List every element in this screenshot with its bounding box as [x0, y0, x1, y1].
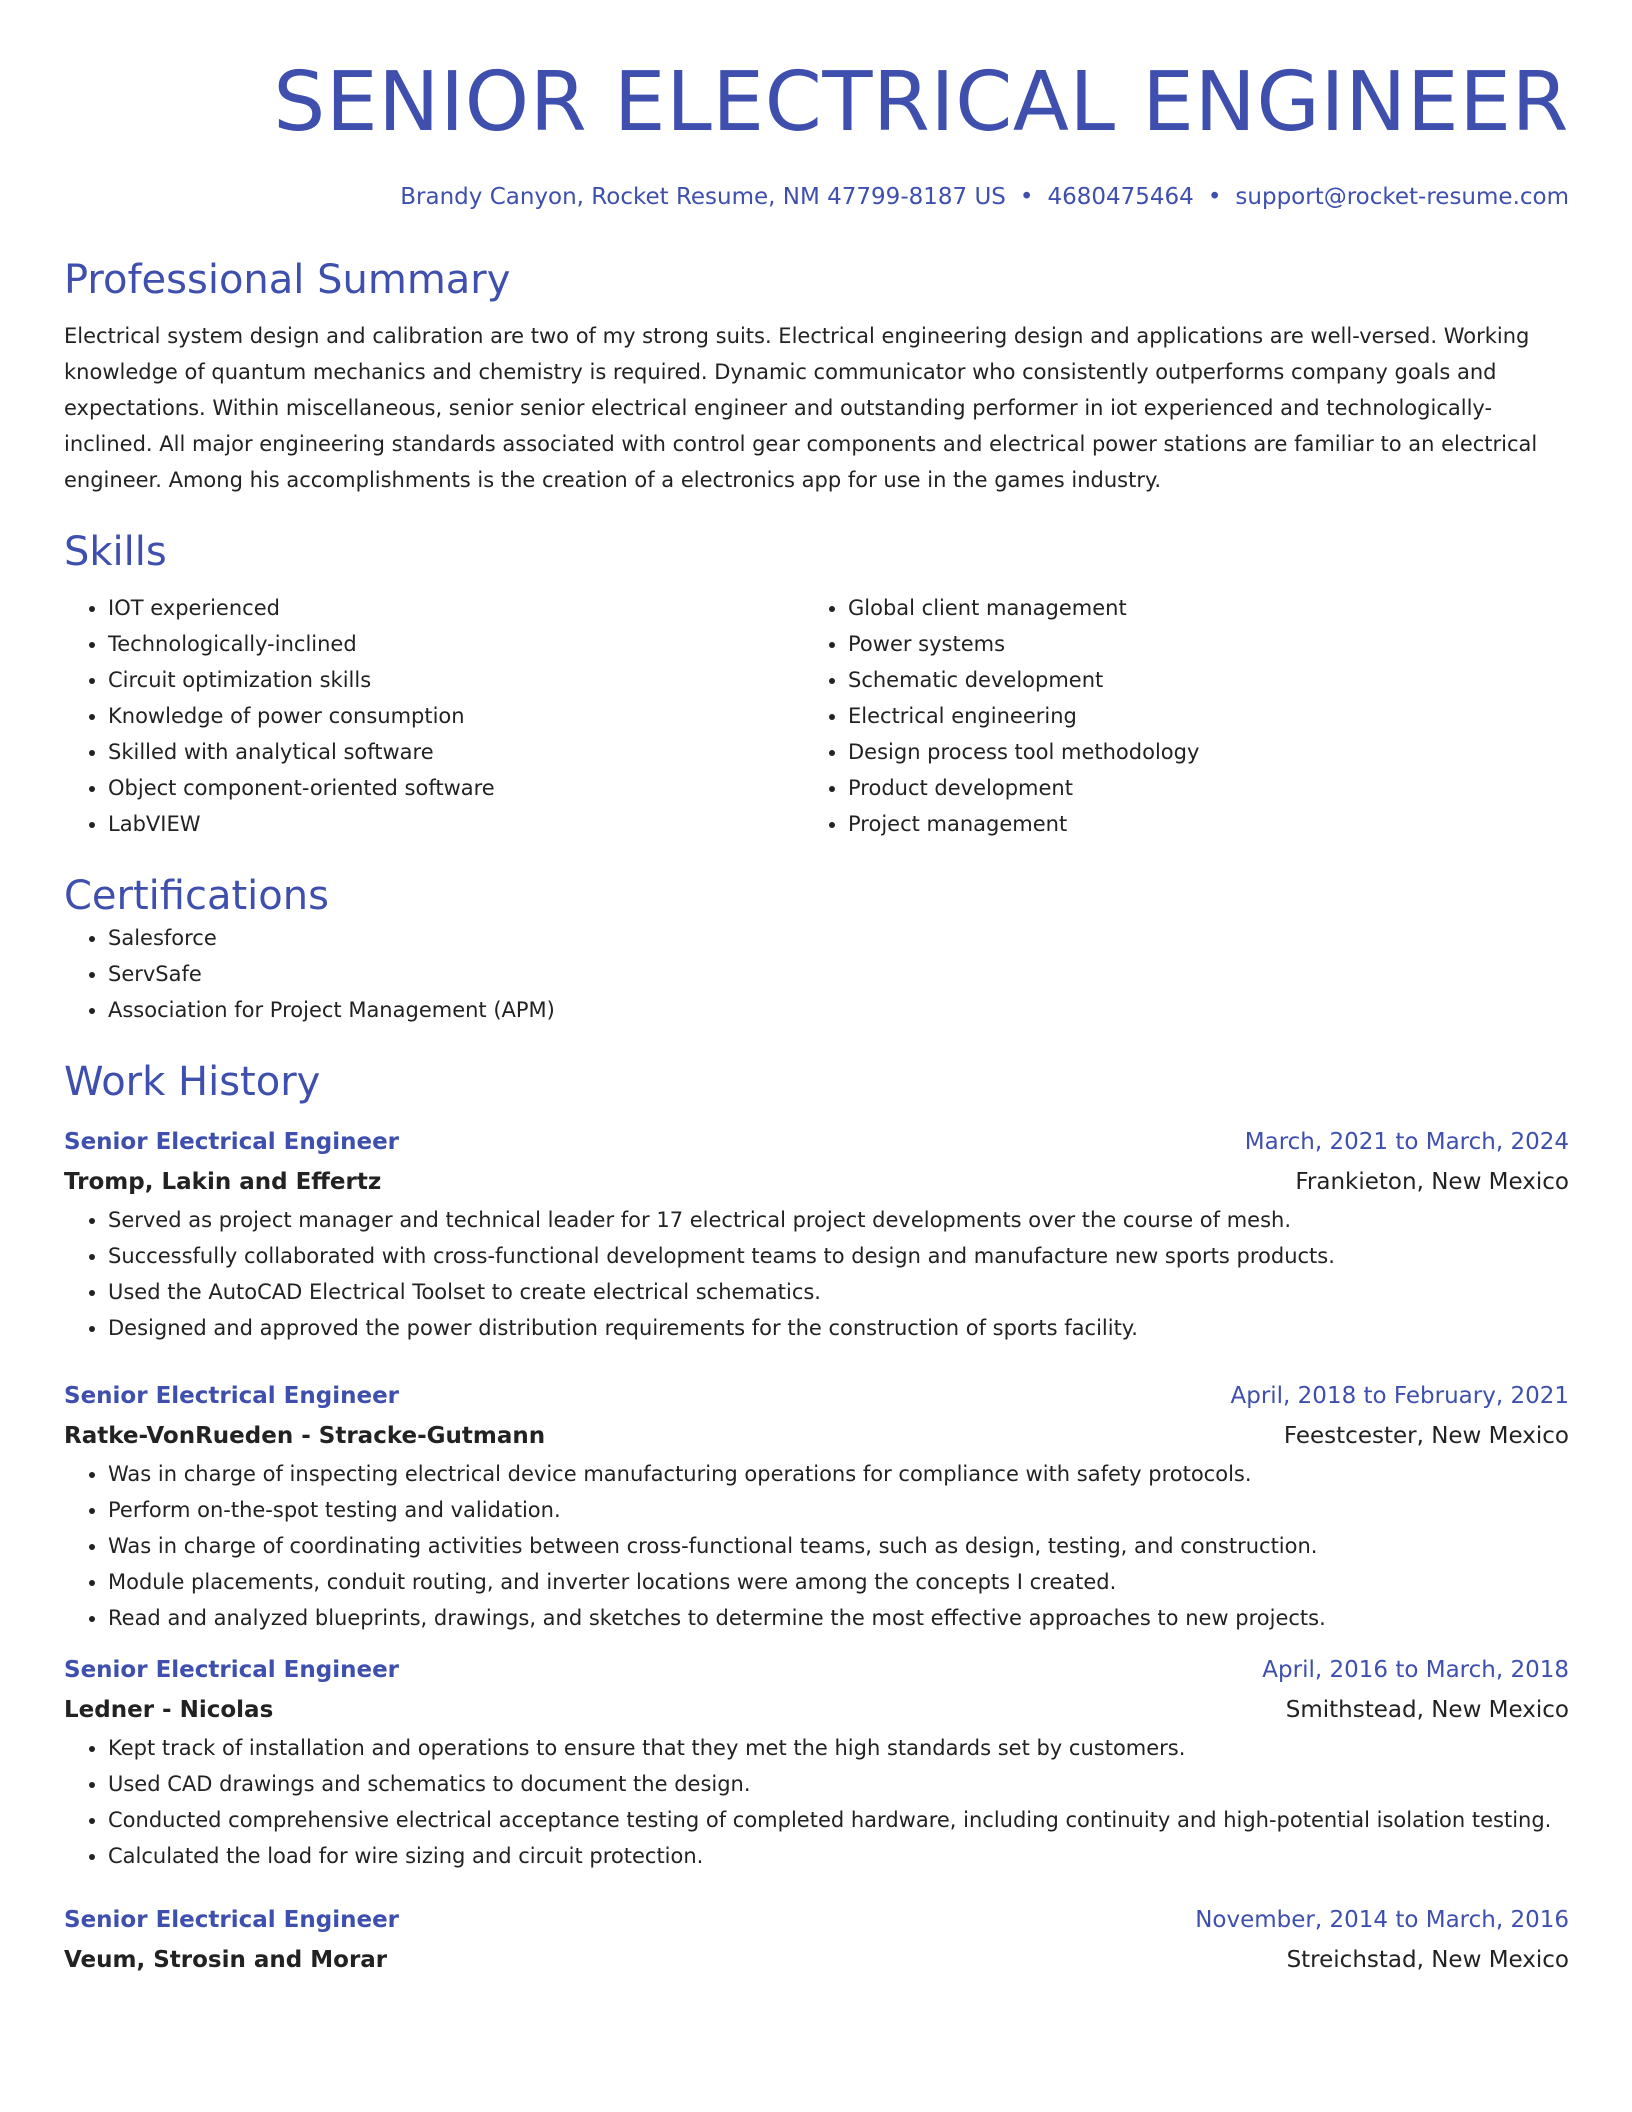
skill-item: • Design process tool methodology	[848, 734, 1557, 770]
certifications-heading: Certifications	[64, 872, 329, 919]
skills-list-left	[64, 590, 804, 842]
skill-item: • Circuit optimization skills	[108, 662, 804, 698]
certification-item: • ServSafe	[108, 956, 1569, 992]
skill-item: • Project management	[848, 806, 1557, 842]
skill-item: • Object component-oriented software	[108, 770, 804, 806]
job-bullet: • Calculated the load for wire sizing and circuit protection.	[108, 1838, 1569, 1874]
job-title: Senior Electrical Engineer	[64, 1906, 400, 1933]
skill-item: • Global client management	[848, 590, 1557, 626]
job-title: Senior Electrical Engineer	[64, 1382, 400, 1409]
job-entry	[64, 1122, 1569, 1346]
contact-line	[64, 184, 1569, 212]
work-history-heading: Work History	[64, 1058, 321, 1105]
job-location: Streichstad, New Mexico	[1286, 1946, 1569, 1973]
job-dates: March, 2021 to March, 2024	[1244, 1128, 1569, 1155]
job-bullet: • Conducted comprehensive electrical acceptance testing of completed hardware, including continuity and high-potential isolation testing.	[108, 1802, 1569, 1838]
job-bullet: • Designed and approved the power distribution requirements for the construction of sports facility.	[108, 1310, 1569, 1346]
skills-grid	[64, 590, 1569, 842]
job-bullet: • Was in charge of coordinating activities between cross-functional teams, such as design, testing, and construction.	[108, 1528, 1569, 1564]
job-company-row	[64, 1690, 1569, 1730]
job-bullet: • Successfully collaborated with cross-functional development teams to design and manufacture new sports products.	[108, 1238, 1569, 1274]
skills-column-left	[64, 590, 804, 842]
job-bullet: • Used the AutoCAD Electrical Toolset to create electrical schematics.	[108, 1274, 1569, 1310]
job-location: Feestcester, New Mexico	[1283, 1422, 1569, 1449]
contact-phone: 4680475464	[1047, 184, 1194, 210]
job-company: Ledner - Nicolas	[64, 1696, 274, 1723]
job-location: Smithstead, New Mexico	[1285, 1696, 1569, 1723]
job-title-row	[64, 1650, 1569, 1690]
job-bullet: • Kept track of installation and operations to ensure that they met the high standards set by customers.	[108, 1730, 1569, 1766]
job-title-row	[64, 1376, 1569, 1416]
certification-item: • Salesforce	[108, 920, 1569, 956]
job-company: Tromp, Lakin and Effertz	[64, 1168, 382, 1195]
job-bullet: • Used CAD drawings and schematics to document the design.	[108, 1766, 1569, 1802]
job-bullet: • Read and analyzed blueprints, drawings, and sketches to determine the most effective approaches to new projects.	[108, 1600, 1569, 1636]
resume-title: SENIOR ELECTRICAL ENGINEER	[273, 55, 1569, 150]
job-title: Senior Electrical Engineer	[64, 1656, 400, 1683]
job-bullets	[64, 1730, 1569, 1874]
contact-address: Brandy Canyon, Rocket Resume, NM 47799-8187 US	[400, 184, 1006, 210]
job-entry	[64, 1376, 1569, 1636]
job-company-row	[64, 1940, 1569, 1980]
skill-item: • Product development	[848, 770, 1557, 806]
skill-item: • Schematic development	[848, 662, 1557, 698]
job-dates: April, 2018 to February, 2021	[1230, 1382, 1569, 1409]
skill-item: • LabVIEW	[108, 806, 804, 842]
skill-item: • Electrical engineering	[848, 698, 1557, 734]
job-dates: April, 2016 to March, 2018	[1262, 1656, 1569, 1683]
skills-list-right	[804, 590, 1557, 842]
job-bullets	[64, 1456, 1569, 1636]
job-bullet: • Served as project manager and technical leader for 17 electrical project developments over the course of mesh.	[108, 1202, 1569, 1238]
contact-separator: •	[1019, 184, 1034, 210]
skill-item: • Technologically-inclined	[108, 626, 804, 662]
summary-heading: Professional Summary	[64, 256, 511, 303]
job-entry	[64, 1900, 1569, 1980]
job-bullet: • Perform on-the-spot testing and validation.	[108, 1492, 1569, 1528]
job-company-row	[64, 1416, 1569, 1456]
job-title-row	[64, 1900, 1569, 1940]
skill-item: • IOT experienced	[108, 590, 804, 626]
job-bullet: • Was in charge of inspecting electrical device manufacturing operations for compliance with safety protocols.	[108, 1456, 1569, 1492]
job-title-row	[64, 1122, 1569, 1162]
job-title: Senior Electrical Engineer	[64, 1128, 400, 1155]
summary-text: Electrical system design and calibration are two of my strong suits. Electrical engineering design and applications are well-versed. Working knowledge of quantum mechanics and chemistry is required. Dynamic communicator who consistently outperforms company goals and expectations. Within miscellaneous, senior senior electrical engineer and outstanding performer in iot experienced and technologically-inclined. All major engineering standards associated with control gear components and electrical power stations are familiar to an electrical engineer. Among his accomplishments is the creation of a electronics app for use in the games industry.	[64, 323, 1538, 492]
skill-item: • Power systems	[848, 626, 1557, 662]
certification-item: • Association for Project Management (APM)	[108, 992, 1569, 1028]
job-company: Veum, Strosin and Morar	[64, 1946, 388, 1973]
job-bullet: • Module placements, conduit routing, and inverter locations were among the concepts I created.	[108, 1564, 1569, 1600]
job-entry	[64, 1650, 1569, 1874]
job-dates: November, 2014 to March, 2016	[1195, 1906, 1569, 1933]
contact-separator: •	[1207, 184, 1222, 210]
job-bullets	[64, 1202, 1569, 1346]
job-company-row	[64, 1162, 1569, 1202]
skills-heading: Skills	[64, 528, 167, 575]
certifications-list	[64, 920, 1569, 1028]
skill-item: • Knowledge of power consumption	[108, 698, 804, 734]
skills-column-right	[804, 590, 1557, 842]
job-location: Frankieton, New Mexico	[1295, 1168, 1569, 1195]
contact-email: support@rocket-resume.com	[1235, 184, 1569, 210]
job-company: Ratke-VonRueden - Stracke-Gutmann	[64, 1422, 546, 1449]
skill-item: • Skilled with analytical software	[108, 734, 804, 770]
